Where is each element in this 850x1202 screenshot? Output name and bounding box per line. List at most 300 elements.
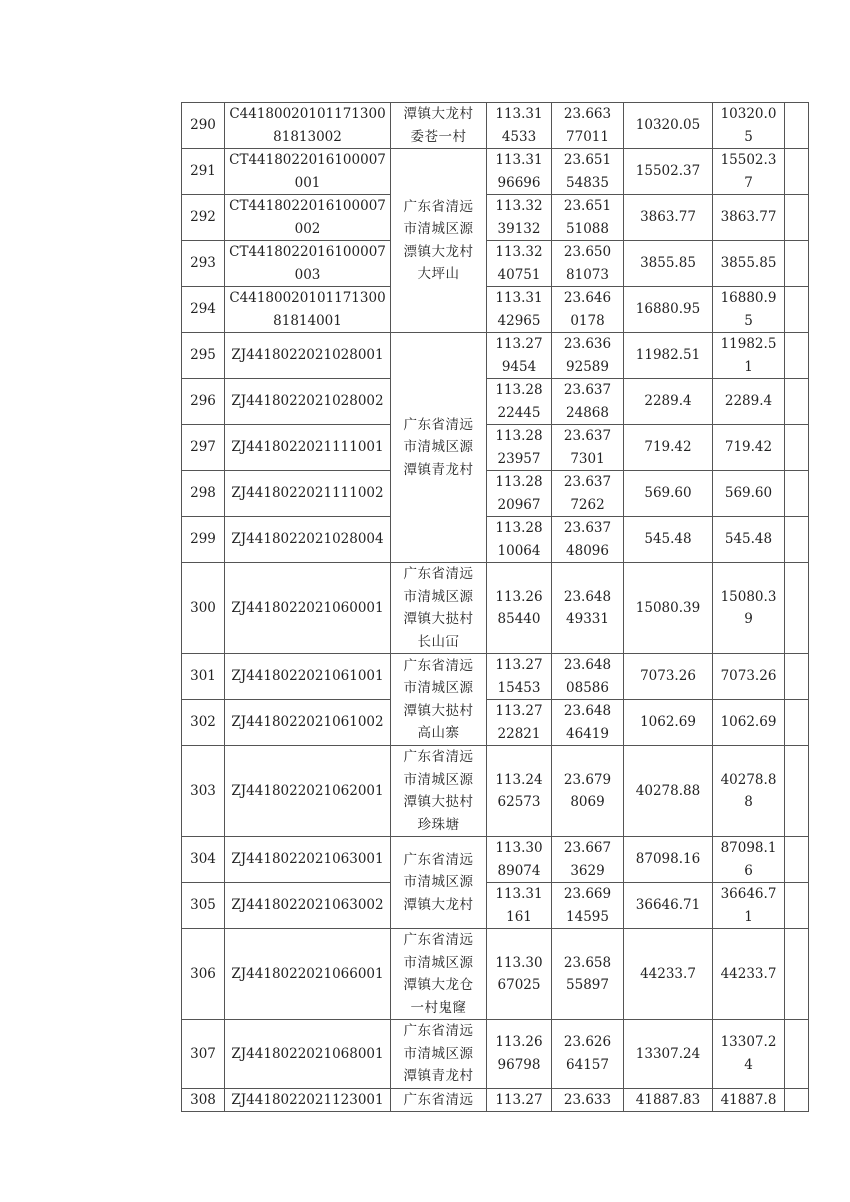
remarks-cell: [785, 929, 809, 1020]
location-cell-line: 广东省清远: [403, 932, 474, 948]
table-row: [182, 929, 809, 1020]
location-cell-line: 市清城区源: [403, 771, 474, 788]
parcel-code-cell: [225, 195, 391, 241]
location-cell: [391, 103, 487, 149]
parcel-code-cell-line: 003: [294, 266, 321, 283]
area-cell: 3855.85: [624, 241, 713, 287]
parcel-code-cell: [225, 333, 391, 379]
longitude-cell-line: 4533: [501, 128, 537, 145]
location-cell-line: 市清城区源: [403, 221, 474, 237]
area-confirmed-cell: [713, 746, 785, 837]
row-number-cell: 303: [182, 746, 225, 837]
area-confirmed-cell-line: 545.48: [724, 531, 773, 548]
latitude-cell-line: 55897: [566, 977, 609, 993]
latitude-cell-line: 48096: [566, 542, 609, 559]
location-cell-line: 漂镇大龙村: [403, 243, 474, 260]
longitude-cell-line: 89074: [497, 862, 541, 879]
latitude-cell-line: 23.663: [563, 106, 612, 122]
longitude-cell-line: 113.32: [495, 198, 543, 214]
area-cell: 7073.26: [624, 654, 713, 700]
latitude-cell-line: 54835: [566, 174, 609, 191]
area-confirmed-cell-line: 9: [744, 611, 753, 627]
parcel-code-cell-line: C44180020101171300: [229, 290, 386, 306]
area-cell: 545.48: [624, 517, 713, 563]
row-number-cell: 292: [182, 195, 225, 241]
area-confirmed-cell: [713, 241, 785, 287]
parcel-code-cell-line: CT4418022016100007: [229, 244, 386, 260]
longitude-cell-line: 113.26: [495, 588, 543, 605]
longitude-cell-line: 96696: [497, 174, 541, 191]
location-cell-line: 潭镇大挞村: [403, 794, 474, 810]
longitude-cell-line: 39132: [497, 220, 541, 237]
remarks-cell: [785, 287, 809, 333]
longitude-cell-line: 20967: [497, 496, 541, 513]
parcel-code-cell: [225, 563, 391, 654]
latitude-cell-line: 0178: [570, 312, 605, 329]
location-cell-line: 广东省清远: [403, 566, 474, 582]
location-cell-line: 潭镇大挞村: [403, 702, 474, 719]
latitude-cell-line: 23.650: [563, 244, 612, 260]
area-cell: 569.60: [624, 471, 713, 517]
row-number-cell: 304: [182, 837, 225, 883]
longitude-cell: [487, 1088, 552, 1112]
area-confirmed-cell: [713, 333, 785, 379]
area-cell: 3863.77: [624, 195, 713, 241]
parcel-code-cell: [225, 103, 391, 149]
remarks-cell: [785, 195, 809, 241]
longitude-cell: [487, 654, 552, 700]
parcel-code-cell-line: ZJ4418022021063001: [231, 851, 384, 868]
location-cell: [391, 1088, 487, 1112]
location-cell-line: 广东省清远: [403, 851, 474, 868]
area-confirmed-cell-line: 1: [744, 358, 753, 375]
area-confirmed-cell-line: 10320.0: [720, 106, 777, 122]
longitude-cell: [487, 517, 552, 563]
latitude-cell-line: 23.626: [563, 1034, 612, 1051]
table-row: [182, 563, 809, 654]
remarks-cell: [785, 654, 809, 700]
parcel-code-cell: [225, 700, 391, 746]
area-confirmed-cell-line: 3855.85: [720, 255, 777, 272]
parcel-code-cell-line: 002: [294, 220, 321, 237]
latitude-cell: [552, 471, 624, 517]
location-cell-line: 珍珠塘: [417, 816, 460, 833]
area-confirmed-cell: [713, 563, 785, 654]
longitude-cell: [487, 700, 552, 746]
latitude-cell-line: 24868: [566, 404, 609, 421]
longitude-cell-line: 161: [506, 908, 532, 925]
remarks-cell: [785, 883, 809, 929]
area-confirmed-cell: [713, 700, 785, 746]
parcel-code-cell: [225, 471, 391, 517]
parcel-code-cell-line: ZJ4418022021061002: [231, 714, 384, 731]
row-number-cell: 291: [182, 149, 225, 195]
area-confirmed-cell: [713, 883, 785, 929]
area-confirmed-cell: [713, 471, 785, 517]
latitude-cell-line: 08586: [566, 679, 609, 696]
latitude-cell-line: 7301: [570, 450, 605, 467]
latitude-cell: [552, 103, 624, 149]
row-number-cell: 293: [182, 241, 225, 287]
longitude-cell: [487, 379, 552, 425]
location-cell-line: 潭镇青龙村: [403, 1068, 474, 1084]
table-row: [182, 379, 809, 425]
parcel-code-cell-line: ZJ4418022021066001: [231, 965, 384, 982]
area-cell: 719.42: [624, 425, 713, 471]
row-number-cell: 307: [182, 1020, 225, 1089]
parcel-code-cell: [225, 149, 391, 195]
latitude-cell-line: 23.637: [563, 428, 612, 444]
location-cell-line: 市清城区源: [403, 680, 474, 696]
table-row: [182, 195, 809, 241]
parcel-code-cell: [225, 837, 391, 883]
location-cell-line: 一村鬼窿: [410, 999, 467, 1016]
latitude-cell-line: 23.667: [563, 840, 612, 856]
parcel-code-cell-line: ZJ4418022021028002: [231, 393, 384, 410]
area-confirmed-cell-line: 4: [744, 1056, 753, 1073]
latitude-cell: [552, 1088, 624, 1112]
area-confirmed-cell-line: 569.60: [724, 485, 773, 502]
area-cell: 87098.16: [624, 837, 713, 883]
remarks-cell: [785, 746, 809, 837]
latitude-cell-line: 23.648: [563, 588, 612, 605]
longitude-cell-line: 113.32: [495, 244, 543, 260]
area-cell: 41887.83: [624, 1088, 713, 1112]
parcel-code-cell-line: ZJ4418022021111001: [231, 439, 384, 456]
table-body: [182, 103, 809, 1112]
row-number-cell: 299: [182, 517, 225, 563]
latitude-cell-line: 23.651: [563, 152, 612, 168]
latitude-cell-line: 81073: [566, 266, 609, 283]
latitude-cell-line: 23.637: [563, 474, 612, 490]
latitude-cell-line: 23.637: [563, 520, 612, 536]
location-cell-line: 市清城区源: [403, 588, 474, 605]
latitude-cell-line: 46419: [566, 725, 609, 742]
remarks-cell: [785, 425, 809, 471]
area-confirmed-cell-line: 44233.7: [720, 965, 777, 982]
latitude-cell-line: 3629: [570, 862, 605, 879]
latitude-cell-line: 23.648: [563, 703, 612, 719]
row-number-cell: 302: [182, 700, 225, 746]
location-cell: [391, 563, 487, 654]
longitude-cell: [487, 425, 552, 471]
parcel-code-cell-line: 81814001: [273, 312, 342, 329]
longitude-cell-line: 113.31: [495, 106, 543, 122]
location-cell-line: 长山冚: [417, 633, 460, 650]
area-confirmed-cell: [713, 1020, 785, 1089]
latitude-cell: [552, 379, 624, 425]
latitude-cell: [552, 883, 624, 929]
area-confirmed-cell: [713, 103, 785, 149]
latitude-cell: [552, 287, 624, 333]
longitude-cell-line: 113.31: [495, 290, 543, 306]
latitude-cell-line: 23.633: [563, 1091, 612, 1108]
latitude-cell-line: 7262: [570, 496, 605, 513]
location-cell-line: 广东省清远: [403, 1023, 474, 1039]
parcel-code-cell-line: ZJ4418022021063002: [231, 897, 384, 914]
parcel-code-cell-line: ZJ4418022021061001: [231, 668, 384, 685]
area-confirmed-cell-line: 15502.3: [720, 152, 777, 168]
row-number-cell: 295: [182, 333, 225, 379]
longitude-cell-line: 85440: [497, 611, 541, 627]
area-confirmed-cell-line: 11982.5: [720, 336, 777, 352]
area-confirmed-cell-line: 7: [744, 174, 753, 191]
longitude-cell: [487, 883, 552, 929]
location-cell-line: 广东省清远: [403, 416, 474, 433]
longitude-cell: [487, 929, 552, 1020]
latitude-cell: [552, 241, 624, 287]
latitude-cell-line: 92589: [566, 358, 609, 375]
area-confirmed-cell: [713, 287, 785, 333]
parcel-code-cell: [225, 746, 391, 837]
table-row: [182, 700, 809, 746]
area-cell: 40278.88: [624, 746, 713, 837]
table-row: [182, 746, 809, 837]
row-number-cell: 297: [182, 425, 225, 471]
table-row: [182, 333, 809, 379]
row-number-cell: 308: [182, 1088, 225, 1112]
latitude-cell-line: 23.648: [563, 657, 612, 673]
area-confirmed-cell-line: 13307.2: [720, 1034, 777, 1051]
parcel-code-cell: [225, 929, 391, 1020]
latitude-cell-line: 8069: [570, 794, 605, 810]
area-confirmed-cell-line: 719.42: [724, 439, 773, 456]
longitude-cell: [487, 333, 552, 379]
table-row: [182, 1088, 809, 1112]
remarks-cell: [785, 1020, 809, 1089]
location-cell: [391, 837, 487, 929]
row-number-cell: 301: [182, 654, 225, 700]
location-cell-line: 委苍一村: [410, 128, 467, 145]
parcel-code-cell: [225, 654, 391, 700]
longitude-cell-line: 113.27: [495, 336, 543, 352]
latitude-cell: [552, 517, 624, 563]
row-number-cell: 290: [182, 103, 225, 149]
area-confirmed-cell-line: 15080.3: [720, 588, 777, 605]
latitude-cell-line: 23.636: [563, 336, 612, 352]
area-confirmed-cell: [713, 837, 785, 883]
longitude-cell-line: 113.31: [495, 152, 543, 168]
longitude-cell-line: 113.27: [495, 703, 543, 719]
longitude-cell-line: 113.28: [495, 474, 543, 490]
remarks-cell: [785, 333, 809, 379]
longitude-cell-line: 96798: [497, 1056, 541, 1073]
remarks-cell: [785, 837, 809, 883]
longitude-cell-line: 113.28: [495, 520, 543, 536]
longitude-cell-line: 22445: [497, 404, 541, 421]
remarks-cell: [785, 103, 809, 149]
longitude-cell-line: 67025: [497, 977, 541, 993]
latitude-cell-line: 64157: [566, 1056, 609, 1073]
longitude-cell: [487, 103, 552, 149]
location-cell-line: 潭镇青龙村: [403, 461, 474, 478]
parcel-code-cell: [225, 379, 391, 425]
latitude-cell-line: 23.637: [563, 382, 612, 398]
location-cell: [391, 929, 487, 1020]
latitude-cell: [552, 929, 624, 1020]
longitude-cell-line: 15453: [497, 679, 541, 696]
area-confirmed-cell: [713, 425, 785, 471]
parcel-code-cell: [225, 1088, 391, 1112]
latitude-cell: [552, 149, 624, 195]
longitude-cell-line: 113.24: [495, 771, 543, 788]
longitude-cell-line: 113.27: [495, 657, 543, 673]
longitude-cell-line: 113.27: [495, 1091, 543, 1108]
area-confirmed-cell: [713, 517, 785, 563]
remarks-cell: [785, 563, 809, 654]
table-row: [182, 241, 809, 287]
longitude-cell-line: 113.26: [495, 1034, 543, 1051]
location-cell-line: 市清城区源: [403, 1045, 474, 1062]
location-cell: [391, 333, 487, 563]
latitude-cell: [552, 1020, 624, 1089]
location-cell-line: 潭镇大龙村: [403, 106, 474, 122]
table-row: [182, 883, 809, 929]
latitude-cell: [552, 425, 624, 471]
longitude-cell-line: 23957: [497, 450, 541, 467]
latitude-cell-line: 14595: [566, 908, 609, 925]
area-confirmed-cell: [713, 195, 785, 241]
location-cell-line: 广东省清远: [403, 198, 474, 215]
longitude-cell-line: 113.30: [495, 954, 543, 971]
remarks-cell: [785, 1088, 809, 1112]
parcel-code-cell-line: ZJ4418022021068001: [231, 1045, 384, 1062]
location-cell-line: 市清城区源: [403, 439, 474, 456]
area-confirmed-cell-line: 7073.26: [720, 668, 777, 685]
area-confirmed-cell-line: 3863.77: [720, 209, 777, 226]
latitude-cell: [552, 837, 624, 883]
longitude-cell-line: 113.30: [495, 840, 543, 856]
longitude-cell: [487, 287, 552, 333]
table-row: [182, 471, 809, 517]
longitude-cell-line: 42965: [497, 312, 541, 329]
area-cell: 10320.05: [624, 103, 713, 149]
area-confirmed-cell-line: 5: [744, 128, 753, 145]
longitude-cell: [487, 837, 552, 883]
area-confirmed-cell-line: 5: [744, 312, 753, 329]
location-cell-line: 广东省清远: [403, 1091, 474, 1108]
longitude-cell: [487, 149, 552, 195]
table-row: [182, 654, 809, 700]
latitude-cell: [552, 195, 624, 241]
area-cell: 1062.69: [624, 700, 713, 746]
area-cell: 15502.37: [624, 149, 713, 195]
area-confirmed-cell-line: 1062.69: [720, 714, 777, 731]
area-confirmed-cell-line: 1: [744, 908, 753, 925]
parcel-code-cell-line: C44180020101171300: [229, 106, 386, 122]
area-confirmed-cell-line: 6: [744, 862, 753, 879]
parcel-code-cell-line: ZJ4418022021111002: [231, 485, 384, 502]
area-confirmed-cell-line: 8: [744, 794, 753, 810]
parcel-code-cell: [225, 241, 391, 287]
longitude-cell: [487, 471, 552, 517]
longitude-cell-line: 62573: [497, 794, 541, 810]
area-cell: 15080.39: [624, 563, 713, 654]
remarks-cell: [785, 517, 809, 563]
location-cell-line: 广东省清远: [403, 657, 474, 674]
longitude-cell: [487, 195, 552, 241]
parcel-code-cell: [225, 287, 391, 333]
location-cell-line: 大坪山: [417, 266, 460, 282]
table-row: [182, 1020, 809, 1089]
area-confirmed-cell: [713, 654, 785, 700]
location-cell: [391, 654, 487, 746]
parcel-code-cell-line: ZJ4418022021060001: [231, 599, 384, 616]
latitude-cell: [552, 700, 624, 746]
latitude-cell-line: 23.669: [563, 886, 612, 902]
remarks-cell: [785, 700, 809, 746]
longitude-cell-line: 113.28: [495, 428, 543, 444]
row-number-cell: 296: [182, 379, 225, 425]
row-number-cell: 298: [182, 471, 225, 517]
location-cell-line: 广东省清远: [403, 749, 474, 765]
area-confirmed-cell: [713, 149, 785, 195]
area-confirmed-cell: [713, 379, 785, 425]
remarks-cell: [785, 379, 809, 425]
area-cell: 2289.4: [624, 379, 713, 425]
latitude-cell: [552, 746, 624, 837]
location-cell-line: 市清城区源: [403, 874, 474, 891]
location-cell: [391, 1020, 487, 1089]
parcel-code-cell-line: 001: [294, 174, 321, 191]
area-confirmed-cell-line: 87098.1: [720, 840, 777, 856]
latitude-cell-line: 23.679: [563, 771, 612, 788]
row-number-cell: 300: [182, 563, 225, 654]
longitude-cell: [487, 563, 552, 654]
area-confirmed-cell-line: 2289.4: [724, 393, 773, 410]
latitude-cell-line: 77011: [566, 128, 609, 145]
location-cell: [391, 746, 487, 837]
parcel-code-cell-line: CT4418022016100007: [229, 198, 386, 214]
area-cell: 13307.24: [624, 1020, 713, 1089]
longitude-cell-line: 40751: [497, 266, 541, 283]
parcel-code-cell-line: ZJ4418022021028004: [231, 531, 384, 548]
row-number-cell: 306: [182, 929, 225, 1020]
parcel-code-cell: [225, 425, 391, 471]
area-confirmed-cell: [713, 1088, 785, 1112]
area-cell: 36646.71: [624, 883, 713, 929]
parcel-code-cell-line: CT4418022016100007: [229, 152, 386, 168]
area-confirmed-cell-line: 16880.9: [720, 290, 777, 306]
location-cell-line: 潭镇大龙仓: [403, 977, 474, 993]
row-number-cell: 305: [182, 883, 225, 929]
remarks-cell: [785, 241, 809, 287]
parcel-code-cell: [225, 517, 391, 563]
longitude-cell-line: 9454: [501, 358, 537, 375]
area-cell: 44233.7: [624, 929, 713, 1020]
parcel-code-cell-line: ZJ4418022021028001: [231, 347, 384, 364]
area-confirmed-cell-line: 36646.7: [720, 886, 777, 902]
longitude-cell: [487, 746, 552, 837]
location-cell-line: 潭镇大挞村: [403, 611, 474, 627]
longitude-cell-line: 10064: [497, 542, 541, 559]
location-cell: [391, 149, 487, 333]
table-row: [182, 287, 809, 333]
longitude-cell: [487, 1020, 552, 1089]
latitude-cell: [552, 333, 624, 379]
area-confirmed-cell: [713, 929, 785, 1020]
parcel-code-cell-line: 81813002: [273, 128, 342, 145]
parcel-code-cell: [225, 883, 391, 929]
parcel-code-cell-line: ZJ4418022021062001: [231, 782, 384, 799]
location-cell-line: 高山寨: [417, 725, 460, 741]
latitude-cell-line: 23.658: [563, 954, 612, 971]
parcel-code-cell: [225, 1020, 391, 1089]
area-confirmed-cell-line: 41887.8: [720, 1091, 777, 1108]
longitude-cell-line: 113.28: [495, 382, 543, 398]
table-row: [182, 837, 809, 883]
table-row: [182, 425, 809, 471]
